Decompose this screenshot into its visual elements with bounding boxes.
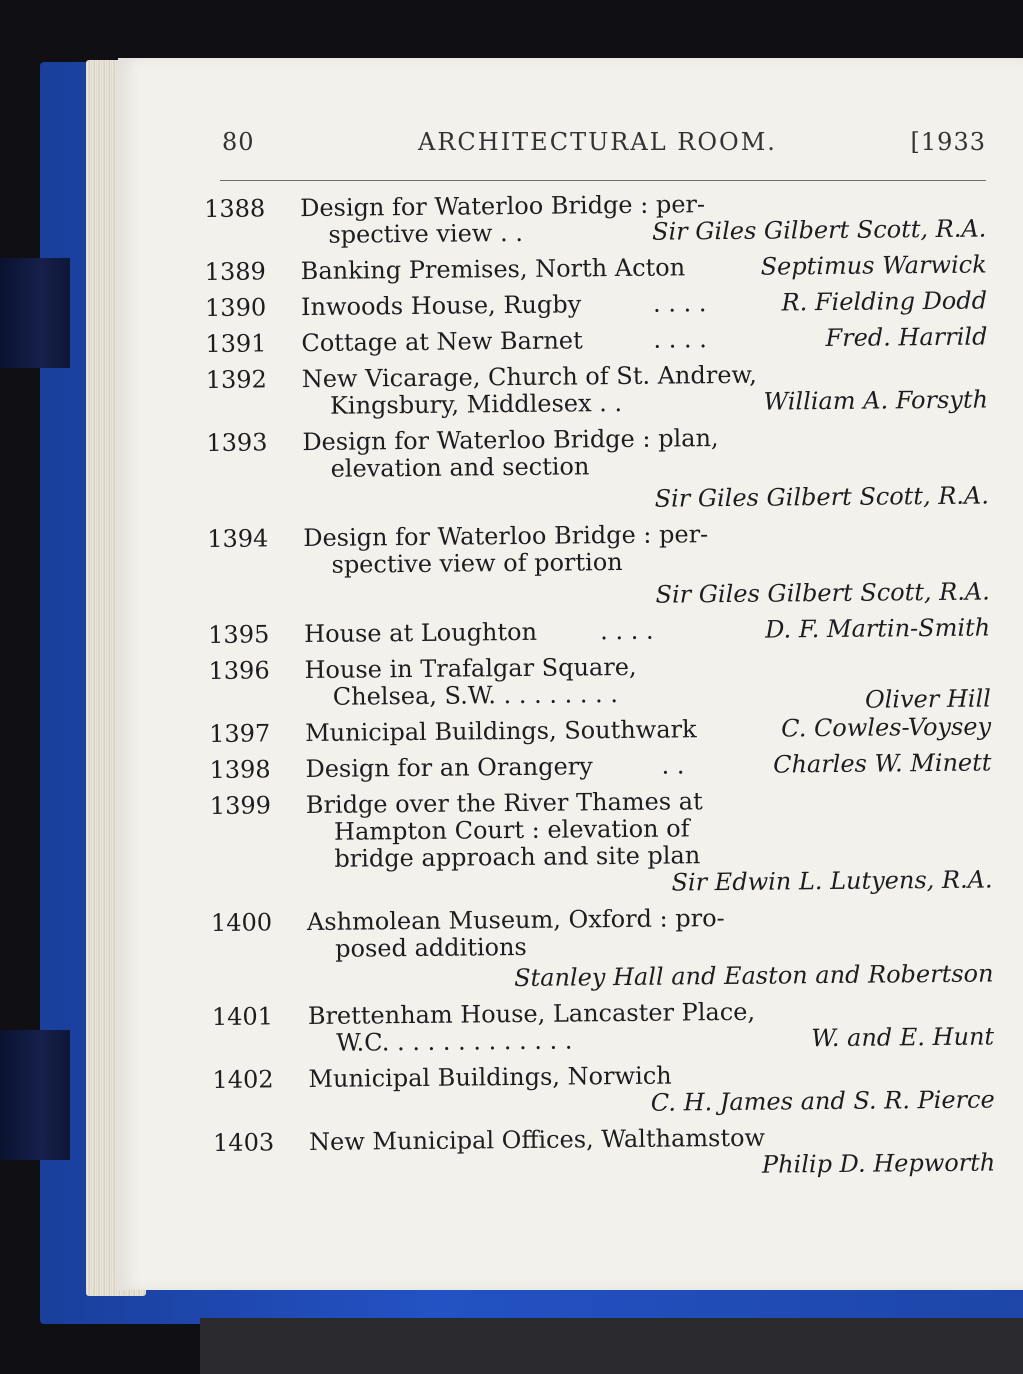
entry-architect: Sir Edwin L. Lutyens, R.A. xyxy=(671,865,993,897)
entry-title: House in Trafalgar Square, xyxy=(304,652,637,685)
catalogue-entry xyxy=(206,422,989,517)
entry-title: bridge approach and site plan xyxy=(334,841,701,873)
leader-dots: . . . . xyxy=(652,289,707,318)
entry-number: 1398 xyxy=(209,755,271,784)
entry-number: 1403 xyxy=(212,1128,275,1157)
catalogue-entry xyxy=(213,1122,995,1184)
entry-number: 1395 xyxy=(208,620,270,649)
catalogue-list xyxy=(204,188,996,1192)
catalogue-entry xyxy=(212,1059,994,1121)
entry-title: Hampton Court : elevation of xyxy=(333,814,690,846)
catalogue-entry xyxy=(206,359,988,421)
entry-number: 1392 xyxy=(205,365,267,394)
entry-number: 1396 xyxy=(208,656,270,685)
catalogue-entry xyxy=(204,188,986,250)
leader-dots: . . . . xyxy=(653,325,707,354)
entry-architect: Charles W. Minett xyxy=(772,748,992,779)
catalogue-entry xyxy=(211,902,994,995)
entry-architect: R. Fielding Dodd xyxy=(781,286,988,317)
catalogue-entry xyxy=(209,713,991,748)
entry-title: New Vicarage, Church of St. Andrew, xyxy=(301,360,757,394)
entry-title: Design for Waterloo Bridge : per- xyxy=(303,520,709,553)
entry-number: 1389 xyxy=(204,257,266,286)
entry-number: 1401 xyxy=(211,1002,274,1031)
catalogue-entry xyxy=(208,614,990,649)
table-surface xyxy=(200,1318,1023,1374)
entry-title: posed additions xyxy=(335,932,527,963)
entry-architect: Sir Giles Gilbert Scott, R.A. xyxy=(654,481,990,513)
entry-title: spective view of portion xyxy=(331,547,623,579)
entry-number: 1393 xyxy=(206,428,268,457)
entry-architect: William A. Forsyth xyxy=(763,385,989,416)
entry-title: Banking Premises, North Acton xyxy=(300,253,686,286)
page-number: 80 xyxy=(222,128,255,156)
entry-title: Brettenham House, Lancaster Place, xyxy=(307,997,756,1031)
entry-architect: C. H. James and S. R. Pierce xyxy=(650,1085,995,1117)
catalogue-entry xyxy=(210,785,993,901)
entry-architect: W. and E. Hunt xyxy=(811,1022,995,1053)
entry-architect: Sir Giles Gilbert Scott, R.A. xyxy=(655,577,990,609)
catalogue-entry xyxy=(205,323,987,358)
entry-title: spective view . . xyxy=(328,218,524,249)
leader-dots: . . . . xyxy=(600,616,654,646)
entry-title: Ashmolean Museum, Oxford : pro- xyxy=(306,904,725,937)
entry-title: W.C. . . . . . . . . . . . . xyxy=(336,1026,573,1057)
year-marker: [1933 xyxy=(910,128,986,156)
catalogue-entry xyxy=(205,287,987,322)
entry-architect: Oliver Hill xyxy=(864,684,991,714)
binding-strap xyxy=(0,1030,70,1160)
catalogue-entry xyxy=(208,650,990,712)
entry-number: 1399 xyxy=(209,791,272,820)
entry-title: Design for Waterloo Bridge : plan, xyxy=(302,424,719,457)
binding-strap xyxy=(0,258,70,368)
entry-number: 1391 xyxy=(205,329,267,358)
entry-architect: D. F. Martin-Smith xyxy=(765,613,991,644)
entry-title: Chelsea, S.W. . . . . . . . . xyxy=(332,680,619,711)
entry-title: Design for Waterloo Bridge : per- xyxy=(299,190,706,223)
entry-title: Design for an Orangery xyxy=(305,752,593,784)
entry-title: Cottage at New Barnet xyxy=(301,326,583,358)
entry-architect: Sir Giles Gilbert Scott, R.A. xyxy=(651,214,987,246)
entry-number: 1390 xyxy=(204,293,267,322)
entry-number: 1400 xyxy=(210,908,273,937)
entry-title: House at Loughton xyxy=(304,617,538,649)
entry-architect: Septimus Warwick xyxy=(760,250,987,281)
entry-number: 1388 xyxy=(203,194,266,223)
page-title: ARCHITECTURAL ROOM. xyxy=(418,128,777,156)
entry-title: Municipal Buildings, Southwark xyxy=(305,715,697,748)
catalogue-entry xyxy=(209,749,991,784)
entry-title: Inwoods House, Rugby xyxy=(300,290,582,322)
catalogue-entry xyxy=(207,518,990,613)
entry-number: 1397 xyxy=(209,719,271,748)
entry-architect: Stanley Hall and Easton and Robertson xyxy=(513,959,994,993)
entry-number: 1394 xyxy=(207,524,269,553)
entry-title: New Municipal Offices, Walthamstow xyxy=(308,1123,766,1157)
entry-number: 1402 xyxy=(212,1065,274,1094)
entry-title: elevation and section xyxy=(330,452,590,483)
entry-title: Municipal Buildings, Norwich xyxy=(308,1061,672,1094)
entry-architect: Fred. Harrild xyxy=(825,322,988,353)
entry-architect: Philip D. Hepworth xyxy=(761,1148,996,1179)
entry-title: Kingsbury, Middlesex . . xyxy=(329,388,623,420)
leader-dots: . . xyxy=(661,751,685,780)
catalogue-entry xyxy=(205,251,987,286)
entry-title: Bridge over the River Thames at xyxy=(305,787,703,820)
entry-architect: C. Cowles-Voysey xyxy=(781,712,992,743)
catalogue-entry xyxy=(212,996,994,1058)
running-header xyxy=(220,128,986,181)
